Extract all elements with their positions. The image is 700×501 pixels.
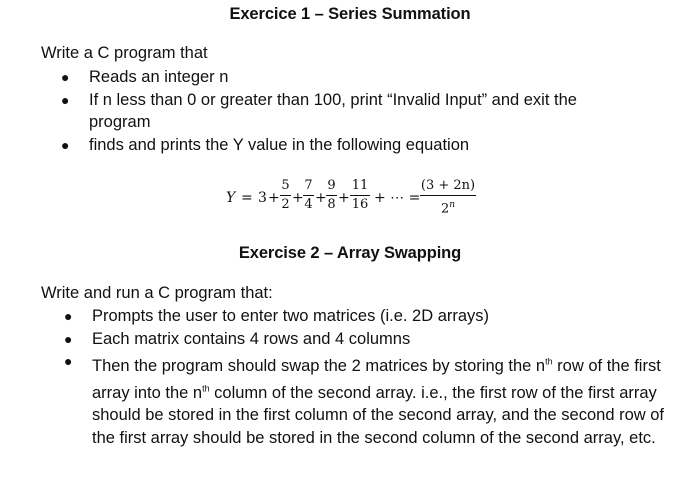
exercise1-title: Exercice 1 – Series Summation — [229, 5, 471, 23]
equation-fraction: 11 16 — [351, 178, 369, 212]
list-item — [61, 66, 629, 89]
exercise1-intro: Write a C program that — [41, 44, 208, 62]
bullet-icon: ● — [64, 308, 73, 324]
list-item — [64, 328, 672, 351]
exercise2-bullet-list — [64, 305, 672, 449]
list-item-text: Prompts the user to enter two matrices (i.e. 2D arrays) — [92, 307, 490, 325]
equation-fraction: 5 2 — [281, 178, 290, 212]
exercise2-title: Exercise 2 – Array Swapping — [238, 244, 462, 262]
list-item-text: Reads an integer n — [89, 68, 229, 86]
equation-ellipsis: + ⋯ = — [374, 190, 421, 206]
bullet-icon: ● — [64, 330, 73, 347]
equation-plus: + — [338, 190, 350, 206]
list-item — [61, 89, 629, 134]
equation-plus: + — [268, 190, 280, 206]
bullet-icon: ● — [64, 353, 73, 369]
list-item — [61, 134, 629, 157]
equation-fraction: 7 4 — [304, 178, 313, 212]
exercise1-bullet-list — [61, 66, 629, 156]
list-item — [64, 305, 672, 328]
equation-plus: + — [292, 190, 304, 206]
bullet-icon: ● — [61, 91, 70, 108]
bullet-icon: ● — [61, 69, 70, 85]
equation-plus: + — [315, 190, 327, 206]
bullet-icon: ● — [61, 136, 70, 153]
list-item-text: Each matrix contains 4 rows and 4 columns — [92, 329, 411, 348]
list-item-text: If n less than 0 or greater than 100, print “Invalid Input” and exit the program — [89, 90, 577, 131]
equation-general-term: (3 + 2n) 2$^n$ — [420, 178, 476, 217]
equation-first-term: 3 — [258, 190, 267, 206]
list-item-text: Then the program should swap the 2 matrices by storing the $n^{th}$ row of the first array into the $n^{th}$ column of the second array. i.e., the first row of the first array should be stored in the first column of the second array, and the second row of the first array should be stored in the second column of the second array, etc. — [92, 356, 665, 447]
list-item-text: finds and prints the Y value in the following equation — [89, 135, 470, 154]
equation-lhs: Y — [226, 190, 236, 206]
list-item — [64, 350, 672, 449]
exercise2-intro: Write and run a C program that: — [41, 284, 273, 302]
equation-equals: = — [241, 190, 253, 206]
equation-fraction: 9 8 — [327, 178, 336, 212]
